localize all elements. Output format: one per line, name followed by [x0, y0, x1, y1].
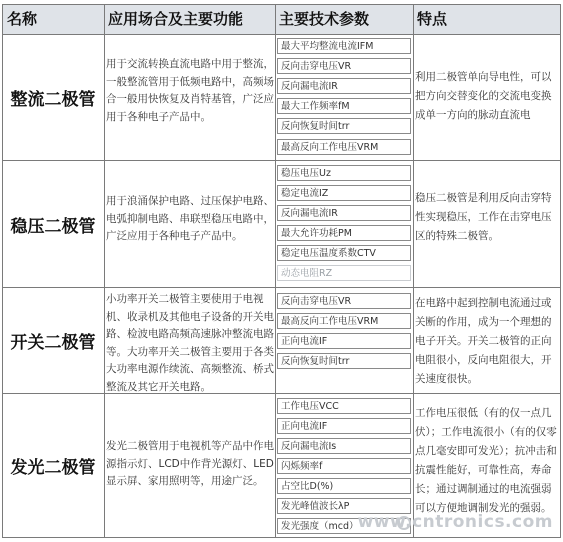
- param-item: 反向漏电流IR: [277, 205, 411, 221]
- function-text: 用于浪涌保护电路、过压保护电路、电弧抑制电路、串联型稳压电路中，广泛应用于各种电子产品中。: [106, 195, 274, 242]
- param-item: 闪烁频率f: [277, 458, 411, 474]
- param-item: 反向击穿电压VR: [277, 58, 411, 74]
- param-list: [277, 288, 411, 393]
- function-text: 小功率开关二极管主要使用于电视机、收录机及其他电子设备的开关电路、检波电路高频高速脉冲整流电路等。大功率开关二极管主要用于各类大功率电源作续流、高频整流、桥式整流及其它开关电路。: [106, 293, 274, 393]
- param-item: 最高反向工作电压VRM: [277, 313, 411, 329]
- param-item: 反向恢复时间trr: [277, 118, 411, 134]
- param-item: 正向电流IF: [277, 418, 411, 434]
- param-item: 最大平均整流电流IFM: [277, 38, 411, 54]
- header-function: 应用场合及主要功能: [108, 10, 244, 28]
- table-row: [3, 34, 560, 161]
- param-item: 发光峰值波长λP: [277, 498, 411, 514]
- param-item: 占空比D(%): [277, 478, 411, 494]
- param-item: 最大工作频率fM: [277, 98, 411, 114]
- param-item: 正向电流IF: [277, 333, 411, 349]
- param-item: 反向漏电流IR: [277, 78, 411, 94]
- diode-name: 开关二极管: [10, 333, 96, 353]
- diode-name: 整流二极管: [10, 89, 96, 110]
- param-item: 稳压电压Uz: [277, 165, 411, 181]
- param-list: [277, 161, 411, 287]
- param-item: 稳定电压温度系数CTV: [277, 245, 411, 261]
- param-item: 反向击穿电压VR: [277, 293, 411, 309]
- features-text: 在电路中起到控制电流通过或关断的作用，成为一个理想的电子开关。开关二极管的正向电阻很小，反向电阻很大，开关速度很快。: [415, 297, 552, 385]
- param-item: 稳定电流IZ: [277, 185, 411, 201]
- table-row: [3, 161, 560, 288]
- header-name: 名称: [7, 10, 38, 28]
- param-item: 最高反向工作电压VRM: [277, 139, 411, 155]
- param-item: 工作电压VCC: [277, 398, 411, 414]
- param-item: 反向漏电流Is: [277, 438, 411, 454]
- param-item: 反向恢复时间trr: [277, 353, 411, 369]
- param-list: [277, 34, 411, 160]
- diode-comparison-table: [2, 4, 561, 538]
- param-item: 最大允许功耗PM: [277, 225, 411, 241]
- table-row: [3, 288, 560, 394]
- function-text: 用于交流转换直流电路中用于整流，一般整流管用于低频电路中，高频场合一般用快恢复及肖特基管，广泛应用于各种电子产品中。: [106, 58, 274, 123]
- diode-name: 发光二极管: [10, 458, 96, 478]
- function-text: 发光二极管用于电视机等产品中作电源指示灯、LCD中作背光源灯、LED显示屏、家用照明等，用途广泛。: [106, 440, 274, 487]
- features-text: 稳压二极管是利用反向击穿特性实现稳压，工作在击穿电压区的特殊二极管。: [415, 192, 552, 242]
- diode-name: 稳压二极管: [10, 216, 96, 237]
- header-features: 特点: [417, 10, 448, 28]
- param-item: 动态电阻RZ: [277, 265, 411, 281]
- features-text: 利用二极管单向导电性，可以把方向交替变化的交流电变换成单一方向的脉动直流电: [415, 71, 552, 121]
- features-text: 工作电压很低（有的仅一点几伏）；工作电流很小（有的仅零点几毫安即可发光）；抗冲击和抗震性能好，可靠性高，寿命长；通过调制通过的电流强弱可以方便地调制发光的强弱。: [415, 407, 557, 514]
- header-params: 主要技术参数: [279, 10, 370, 28]
- param-item: 发光强度（mcd）: [277, 518, 411, 534]
- table-header-row: [3, 5, 560, 35]
- watermark-text: www.cntronics.com: [357, 512, 553, 532]
